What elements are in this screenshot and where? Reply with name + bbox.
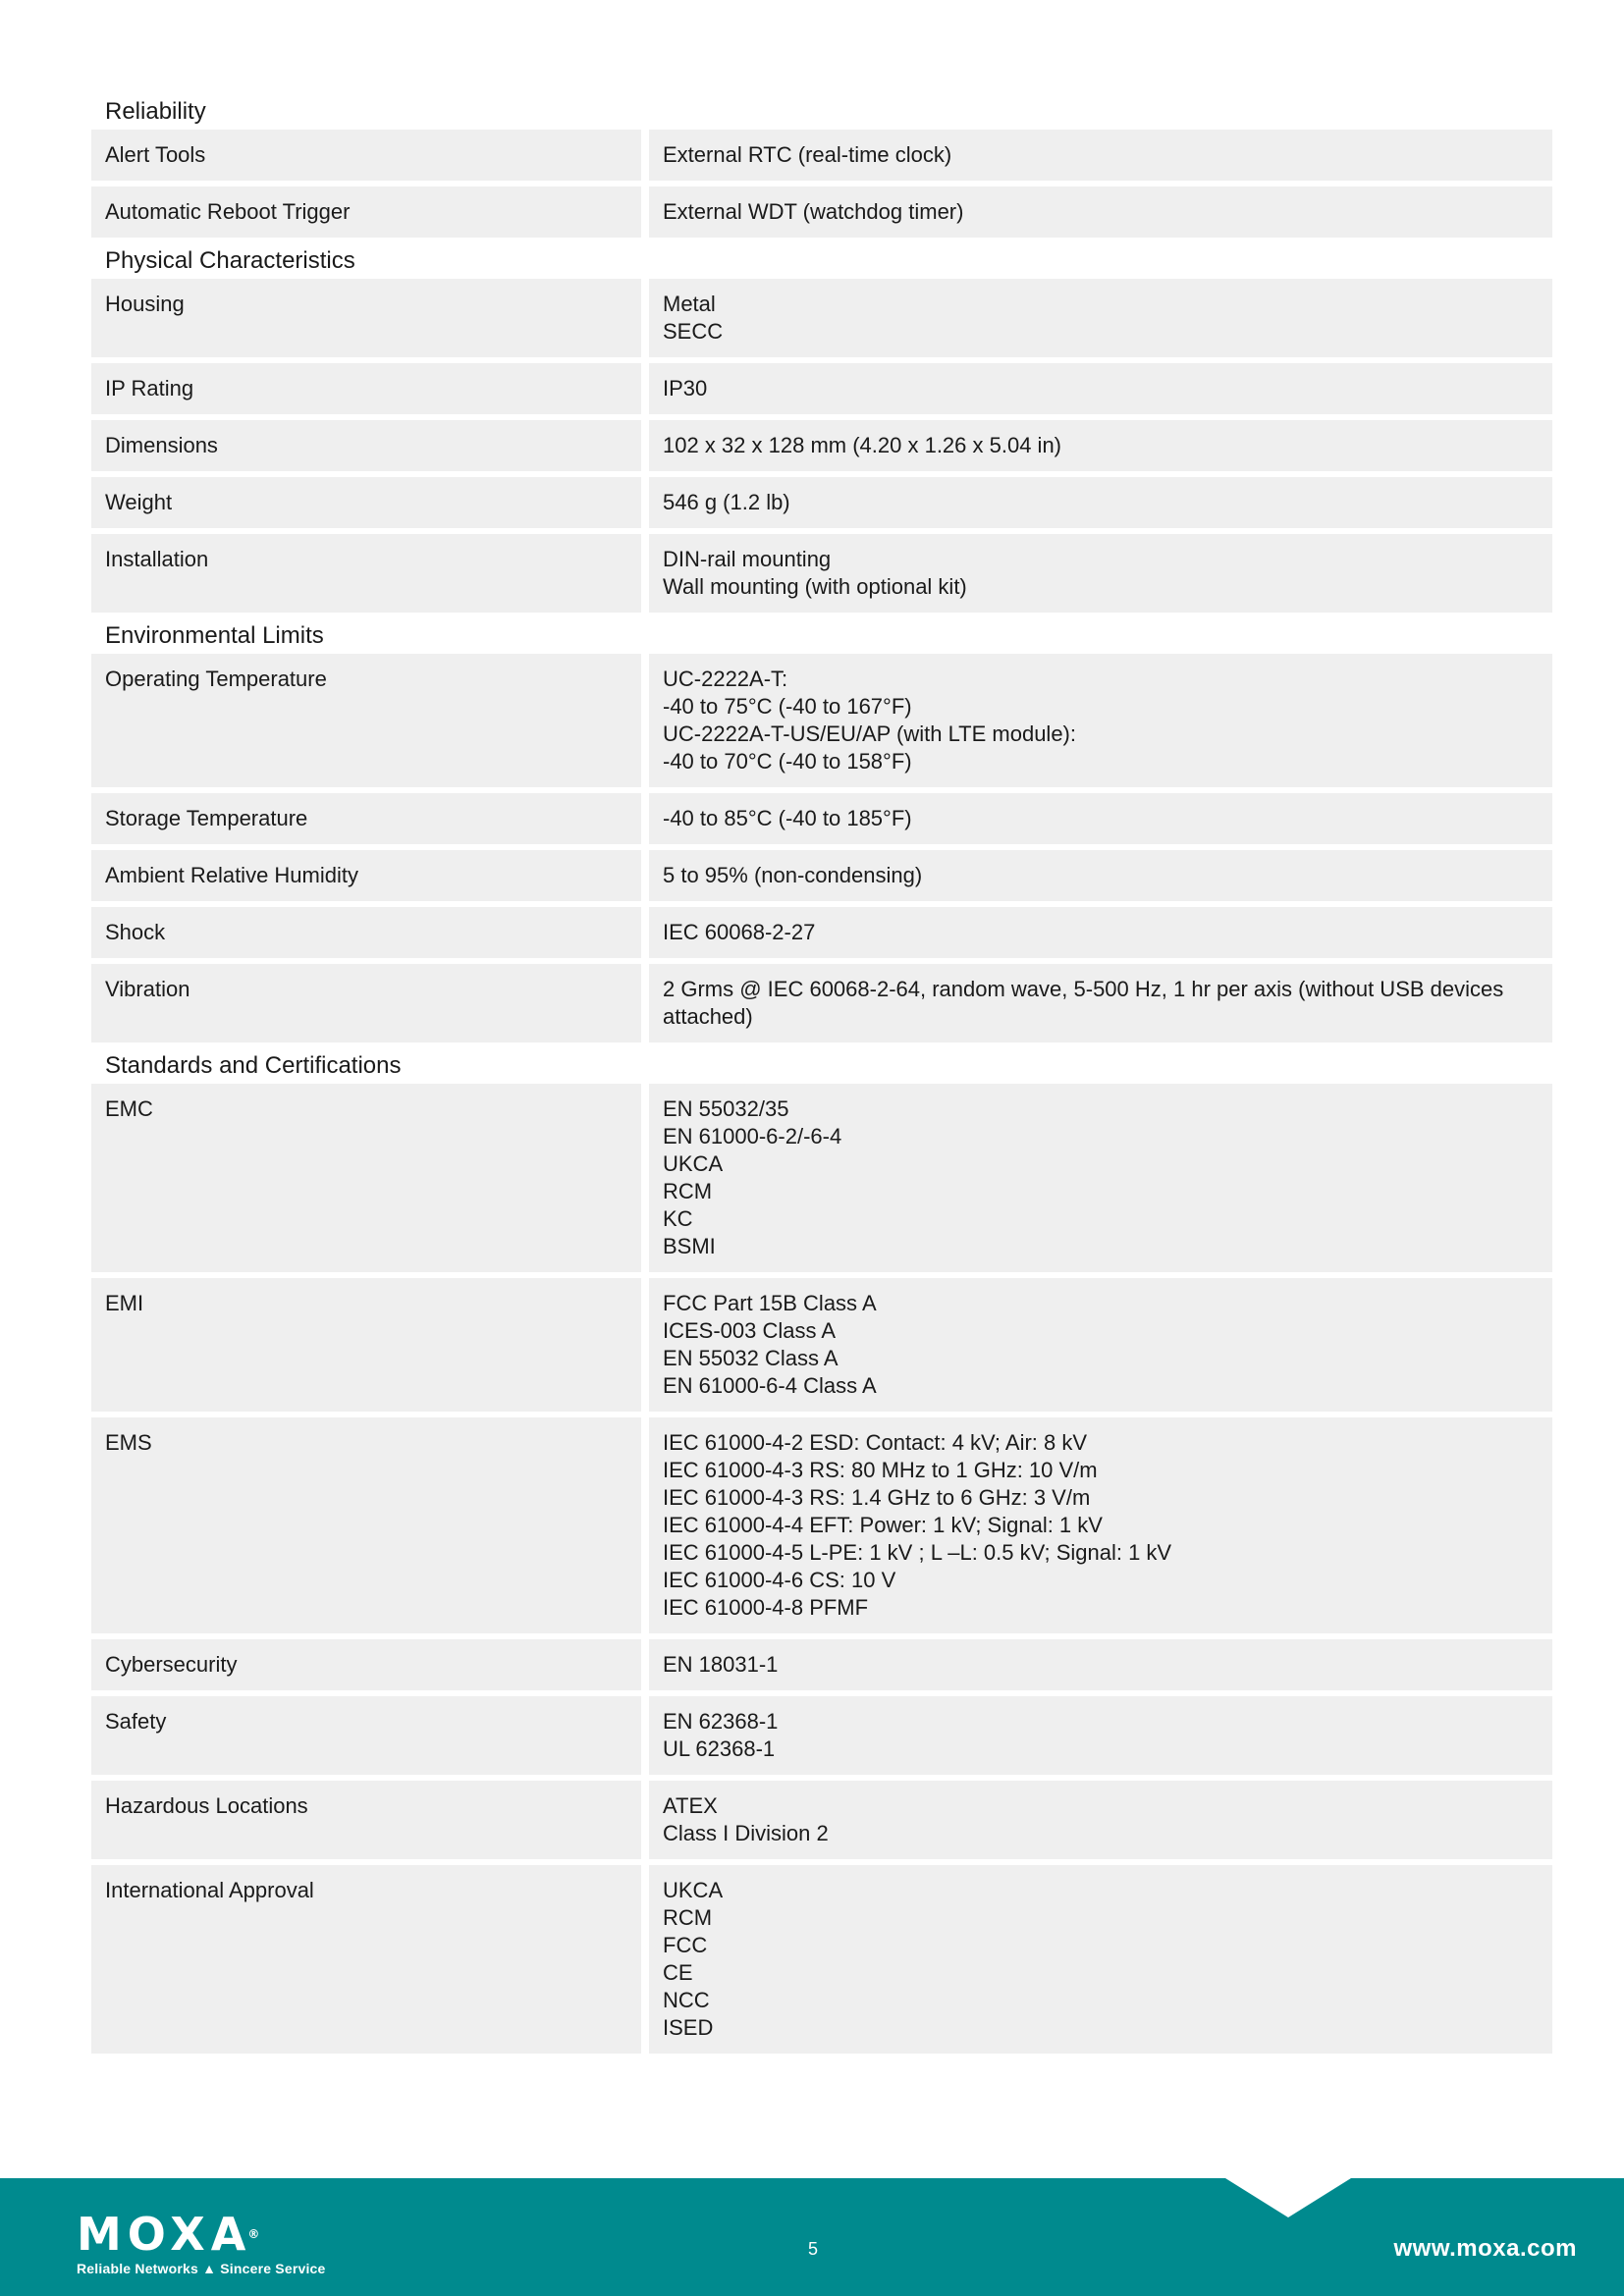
spec-row [91,850,1552,901]
spec-row [91,363,1552,414]
spec-label: Installation [91,534,641,613]
section-title: Environmental Limits [105,622,324,649]
spec-value [649,1084,1552,1272]
spec-label: Shock [91,907,641,958]
spec-value-line: IP30 [663,376,708,400]
spec-value-line: Metal [663,292,716,316]
spec-value-line: IEC 60068-2-27 [663,920,816,944]
spec-value-line: UL 62368-1 [663,1736,776,1761]
spec-value-line: FCC Part 15B Class A [663,1291,877,1315]
spec-row [91,1278,1552,1412]
spec-label: IP Rating [91,363,641,414]
spec-value [649,1278,1552,1412]
spec-value-line: 102 x 32 x 128 mm (4.20 x 1.26 x 5.04 in) [663,433,1062,457]
spec-value-line: IEC 61000-4-5 L-PE: 1 kV ; L –L: 0.5 kV; Signal: 1 kV [663,1540,1172,1565]
spec-value-line: Class I Division 2 [663,1821,829,1845]
spec-value-line: 2 Grms @ IEC 60068-2-64, random wave, 5-500 Hz, 1 hr per axis (without USB devices attached) [663,977,1504,1029]
spec-row [91,420,1552,471]
spec-content [91,94,1552,2059]
spec-value [649,534,1552,613]
page-footer [0,2178,1624,2296]
spec-row [91,279,1552,357]
spec-label: Weight [91,477,641,528]
spec-value-line: CE [663,1960,693,1985]
section-title: Reliability [105,98,206,125]
spec-value-line: BSMI [663,1234,716,1258]
spec-value-line: Wall mounting (with optional kit) [663,574,967,599]
spec-row [91,654,1552,787]
spec-row [91,1696,1552,1775]
spec-value-line: UKCA [663,1151,724,1176]
spec-value [649,420,1552,471]
spec-value-line: 5 to 95% (non-condensing) [663,863,923,887]
section-title: Physical Characteristics [105,247,355,274]
spec-label: Cybersecurity [91,1639,641,1690]
spec-value [649,363,1552,414]
spec-value-line: KC [663,1206,693,1231]
footer-notch [1225,2178,1351,2217]
spec-value-line: NCC [663,1988,710,2012]
spec-value [649,964,1552,1042]
moxa-logo [77,2208,326,2276]
spec-value-line: 546 g (1.2 lb) [663,490,790,514]
section-title: Standards and Certifications [105,1052,402,1079]
spec-value-line: EN 61000-6-2/-6-4 [663,1124,842,1148]
spec-value [649,1639,1552,1690]
spec-row [91,534,1552,613]
spec-value [649,850,1552,901]
logo-text: MOXA [77,2208,252,2261]
spec-value-line: IEC 61000-4-8 PFMF [663,1595,869,1620]
logo-tagline: Reliable Networks ▲ Sincere Service [77,2261,326,2276]
spec-section [91,1048,1552,2054]
spec-value [649,1417,1552,1633]
spec-section [91,94,1552,238]
spec-row [91,130,1552,181]
spec-value [649,477,1552,528]
spec-label: Hazardous Locations [91,1781,641,1859]
spec-value-line: -40 to 75°C (-40 to 167°F) [663,694,912,719]
website-link[interactable]: www.moxa.com [1393,2235,1577,2262]
spec-label: Vibration [91,964,641,1042]
spec-value-line: DIN-rail mounting [663,547,832,571]
spec-value [649,1865,1552,2054]
logo-wordmark [77,2208,326,2261]
spec-value [649,793,1552,844]
spec-row [91,1865,1552,2054]
spec-value-line: RCM [663,1179,713,1203]
spec-value-line: IEC 61000-4-4 EFT: Power: 1 kV; Signal: 1 kV [663,1513,1103,1537]
spec-value [649,279,1552,357]
spec-value-line: IEC 61000-4-6 CS: 10 V [663,1568,896,1592]
spec-label: Automatic Reboot Trigger [91,187,641,238]
spec-row [91,1084,1552,1272]
registered-mark: ® [247,2227,266,2241]
spec-label: Storage Temperature [91,793,641,844]
spec-value [649,1781,1552,1859]
spec-label: EMC [91,1084,641,1272]
spec-value [649,1696,1552,1775]
spec-value-line: ICES-003 Class A [663,1318,837,1343]
spec-value-line: ISED [663,2015,714,2040]
spec-value-line: IEC 61000-4-3 RS: 1.4 GHz to 6 GHz: 3 V/m [663,1485,1091,1510]
spec-label: EMI [91,1278,641,1412]
spec-row [91,1639,1552,1690]
spec-label: Alert Tools [91,130,641,181]
spec-value-line: EN 55032 Class A [663,1346,839,1370]
spec-label: Housing [91,279,641,357]
spec-value [649,907,1552,958]
spec-value-line: External WDT (watchdog timer) [663,199,964,224]
spec-value-line: RCM [663,1905,713,1930]
spec-value-line: EN 18031-1 [663,1652,779,1677]
spec-value-line: EN 62368-1 [663,1709,779,1734]
spec-label: Ambient Relative Humidity [91,850,641,901]
spec-value [649,187,1552,238]
spec-row [91,964,1552,1042]
spec-value-line: EN 61000-6-4 Class A [663,1373,877,1398]
spec-value-line: UKCA [663,1878,724,1902]
spec-row [91,477,1552,528]
spec-label: International Approval [91,1865,641,2054]
spec-section [91,243,1552,613]
spec-row [91,1781,1552,1859]
spec-label: EMS [91,1417,641,1633]
spec-value-line: -40 to 85°C (-40 to 185°F) [663,806,912,830]
spec-value-line: SECC [663,319,724,344]
spec-row [91,187,1552,238]
spec-row [91,907,1552,958]
spec-value-line: UC-2222A-T: [663,667,788,691]
spec-label: Dimensions [91,420,641,471]
spec-value [649,130,1552,181]
spec-value-line: IEC 61000-4-3 RS: 80 MHz to 1 GHz: 10 V/m [663,1458,1098,1482]
spec-row [91,1417,1552,1633]
spec-row [91,793,1552,844]
spec-value-line: -40 to 70°C (-40 to 158°F) [663,749,912,774]
spec-section [91,618,1552,1042]
page-number: 5 [807,2239,818,2259]
spec-value-line: EN 55032/35 [663,1096,789,1121]
spec-value-line: ATEX [663,1793,718,1818]
spec-value-line: IEC 61000-4-2 ESD: Contact: 4 kV; Air: 8 kV [663,1430,1088,1455]
spec-value-line: External RTC (real-time clock) [663,142,952,167]
spec-value-line: FCC [663,1933,708,1957]
spec-label: Safety [91,1696,641,1775]
spec-label: Operating Temperature [91,654,641,787]
spec-value [649,654,1552,787]
spec-value-line: UC-2222A-T-US/EU/AP (with LTE module): [663,721,1076,746]
